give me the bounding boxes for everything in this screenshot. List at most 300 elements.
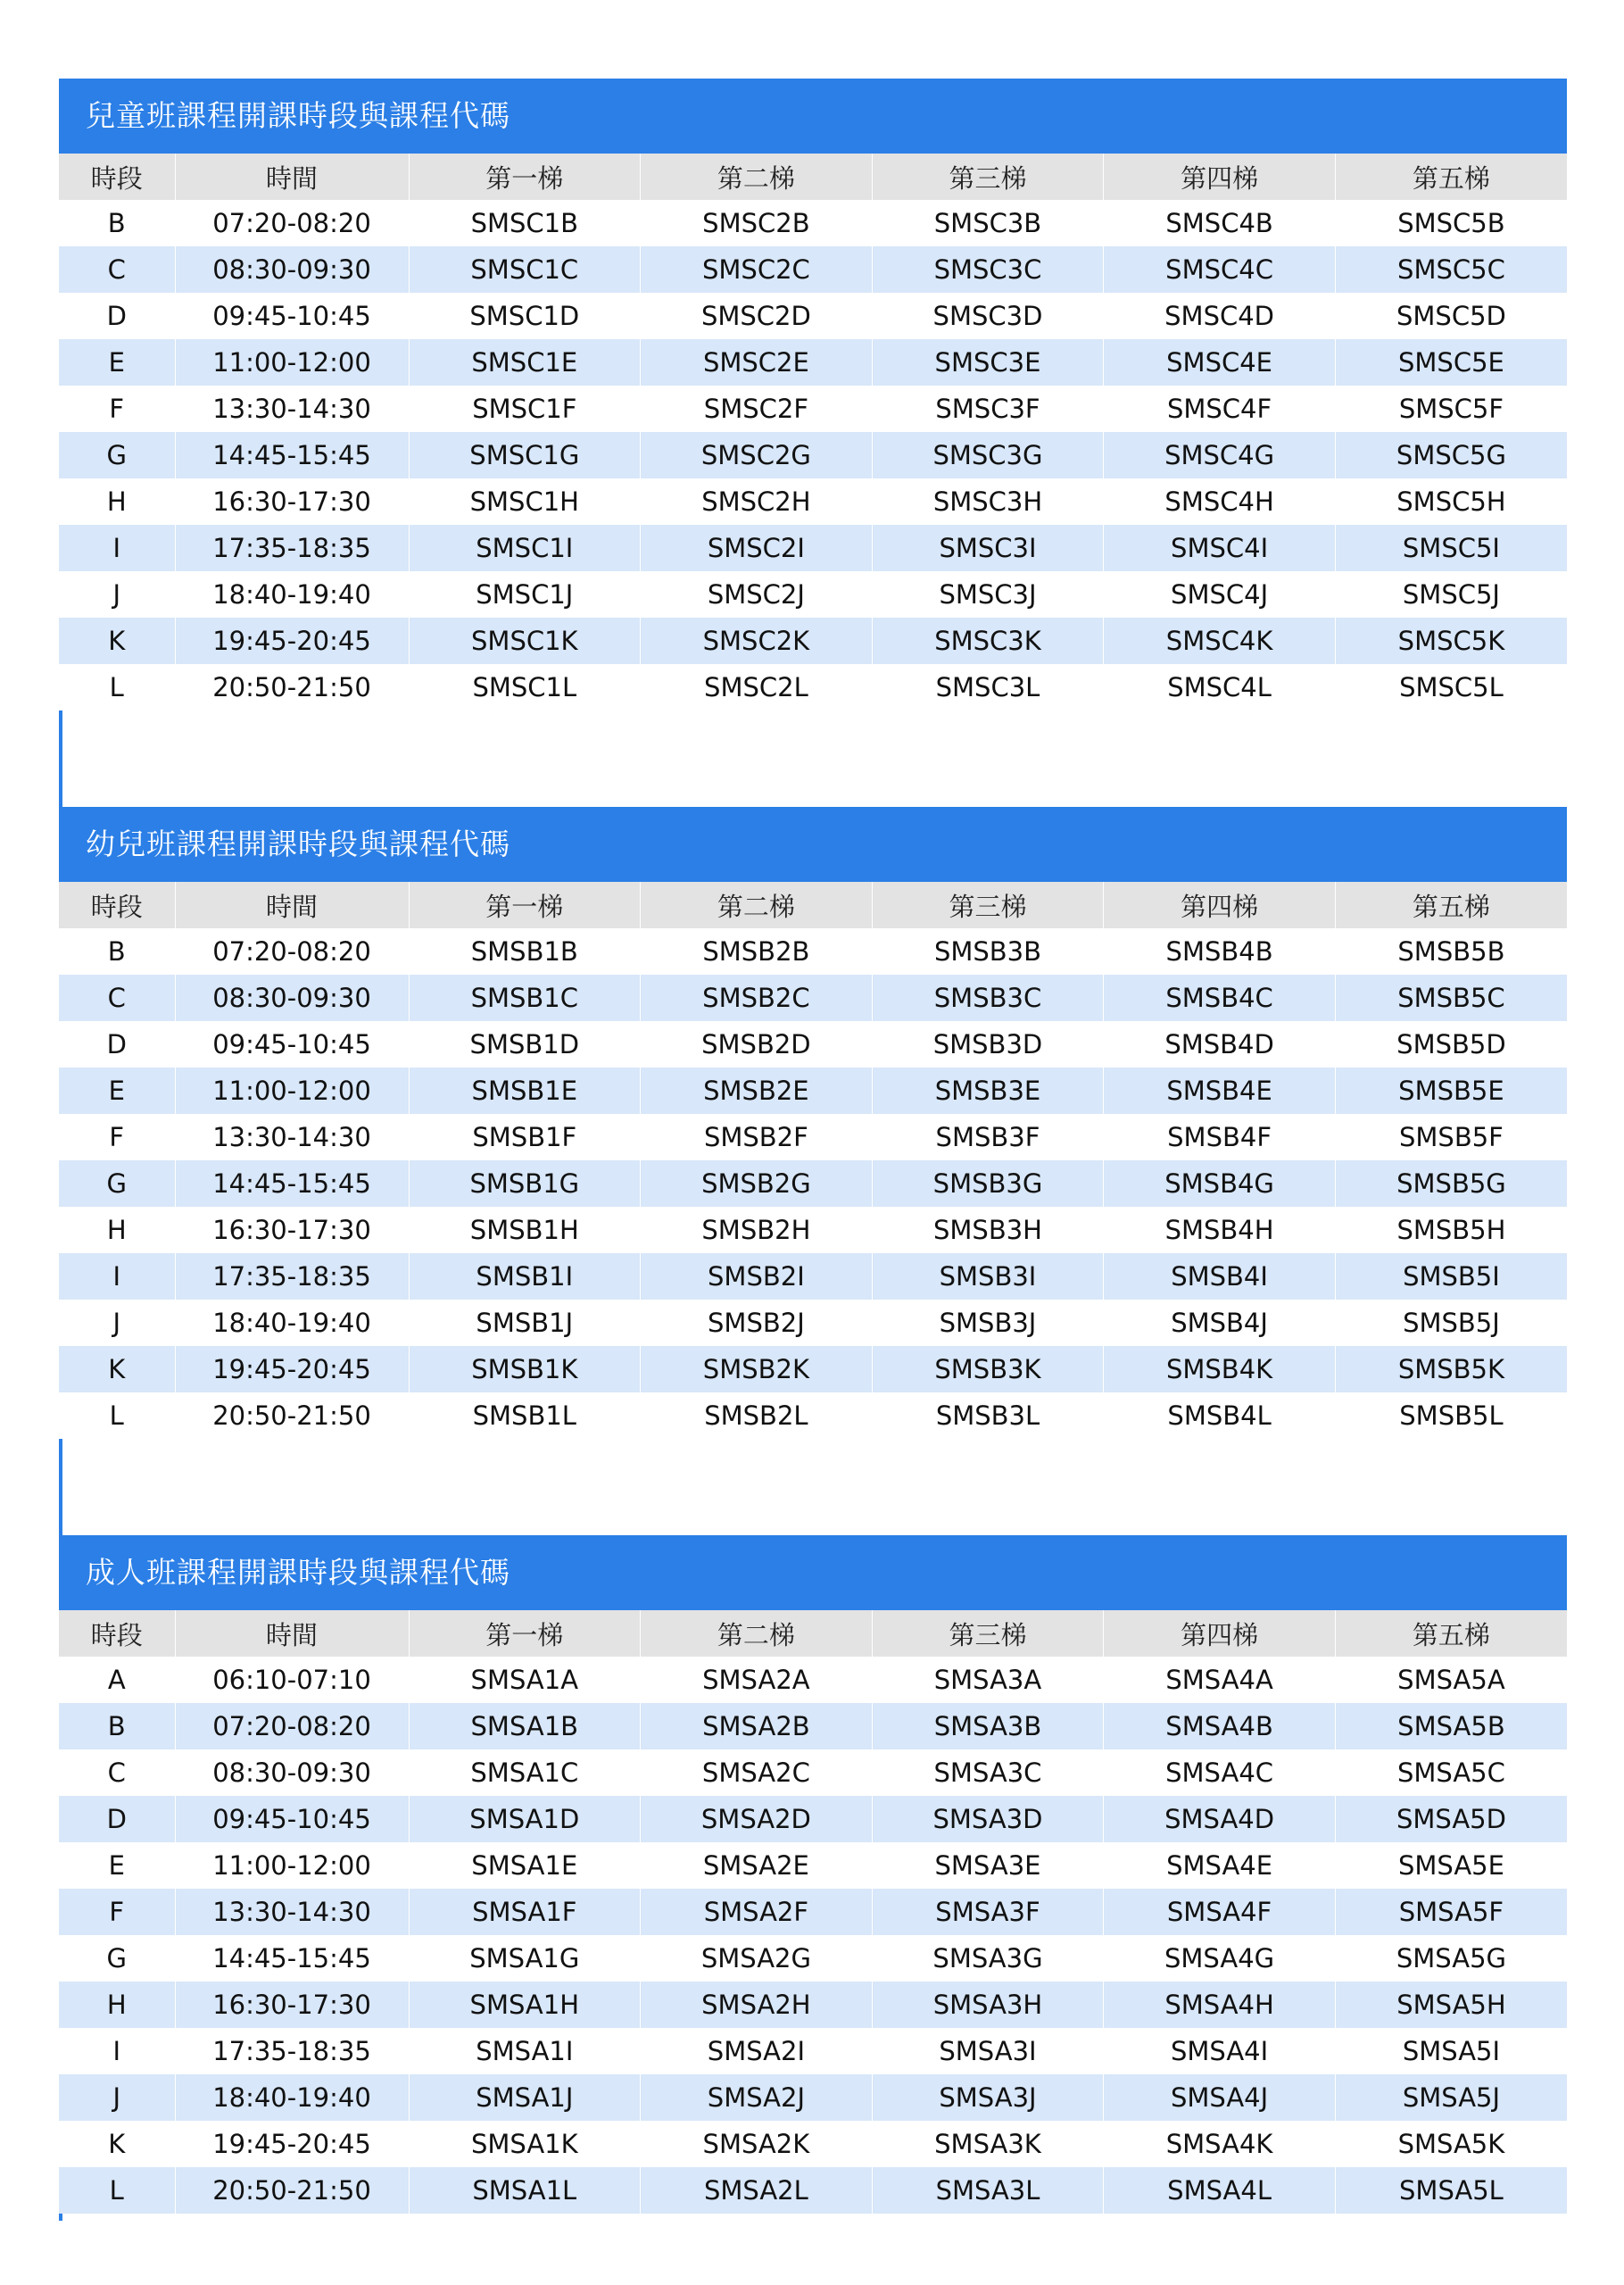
column-header: 第三梯	[872, 882, 1104, 928]
time-cell: 18:40-19:40	[175, 2074, 409, 2121]
table-row	[59, 1021, 1567, 1068]
table-row	[59, 1068, 1567, 1114]
table-row	[59, 928, 1567, 975]
course-code-cell: SMSB2B	[641, 928, 873, 975]
course-code-cell: SMSC2C	[641, 246, 873, 293]
slot-cell: C	[59, 246, 175, 293]
table-row	[59, 200, 1567, 246]
slot-cell: L	[59, 1392, 175, 1439]
table-row	[59, 1982, 1567, 2028]
table-header-row	[59, 1610, 1567, 1657]
table-header-row	[59, 154, 1567, 200]
time-cell: 06:10-07:10	[175, 1657, 409, 1703]
course-code-cell: SMSB1I	[409, 1253, 641, 1300]
time-cell: 07:20-08:20	[175, 200, 409, 246]
course-code-cell: SMSA5I	[1335, 2028, 1567, 2074]
table-row	[59, 525, 1567, 571]
schedule-table	[59, 1610, 1567, 2214]
course-code-cell: SMSC1C	[409, 246, 641, 293]
course-code-cell: SMSC3G	[872, 432, 1104, 478]
course-code-cell: SMSB2H	[641, 1207, 873, 1253]
course-code-cell: SMSA5A	[1335, 1657, 1567, 1703]
column-header: 第一梯	[409, 154, 641, 200]
slot-cell: H	[59, 478, 175, 525]
slot-cell: J	[59, 571, 175, 618]
time-cell: 13:30-14:30	[175, 1114, 409, 1160]
course-code-cell: SMSA1K	[409, 2121, 641, 2167]
table-row	[59, 478, 1567, 525]
course-code-cell: SMSC4B	[1104, 200, 1336, 246]
slot-cell: I	[59, 525, 175, 571]
table-row	[59, 386, 1567, 432]
time-cell: 11:00-12:00	[175, 339, 409, 386]
course-code-cell: SMSC4D	[1104, 293, 1336, 339]
slot-cell: F	[59, 1889, 175, 1935]
course-code-cell: SMSC5I	[1335, 525, 1567, 571]
schedule-section-children	[59, 79, 1567, 710]
course-code-cell: SMSC2H	[641, 478, 873, 525]
table-row	[59, 975, 1567, 1021]
course-code-cell: SMSB1B	[409, 928, 641, 975]
section-title: 兒童班課程開課時段與課程代碼	[59, 79, 1567, 154]
course-code-cell: SMSC2E	[641, 339, 873, 386]
table-row	[59, 1657, 1567, 1703]
time-cell: 14:45-15:45	[175, 1935, 409, 1982]
time-cell: 20:50-21:50	[175, 1392, 409, 1439]
time-cell: 19:45-20:45	[175, 618, 409, 664]
course-code-cell: SMSB3I	[872, 1253, 1104, 1300]
course-code-cell: SMSB3F	[872, 1114, 1104, 1160]
course-code-cell: SMSC3E	[872, 339, 1104, 386]
course-code-cell: SMSC1F	[409, 386, 641, 432]
slot-cell: C	[59, 1749, 175, 1796]
course-code-cell: SMSA5J	[1335, 2074, 1567, 2121]
course-code-cell: SMSA3H	[872, 1982, 1104, 2028]
schedule-table	[59, 154, 1567, 710]
table-row	[59, 664, 1567, 710]
course-code-cell: SMSA2L	[641, 2167, 873, 2214]
course-code-cell: SMSA5K	[1335, 2121, 1567, 2167]
course-code-cell: SMSB3K	[872, 1346, 1104, 1392]
course-code-cell: SMSB4J	[1104, 1300, 1336, 1346]
time-cell: 08:30-09:30	[175, 975, 409, 1021]
course-code-cell: SMSA2K	[641, 2121, 873, 2167]
course-code-cell: SMSA1I	[409, 2028, 641, 2074]
course-code-cell: SMSA3G	[872, 1935, 1104, 1982]
course-code-cell: SMSB1F	[409, 1114, 641, 1160]
course-code-cell: SMSC4H	[1104, 478, 1336, 525]
course-code-cell: SMSC2I	[641, 525, 873, 571]
column-header: 第五梯	[1335, 882, 1567, 928]
slot-cell: K	[59, 2121, 175, 2167]
slot-cell: L	[59, 2167, 175, 2214]
column-header: 第一梯	[409, 882, 641, 928]
course-code-cell: SMSA4G	[1104, 1935, 1336, 1982]
course-code-cell: SMSC4G	[1104, 432, 1336, 478]
column-header: 時間	[175, 882, 409, 928]
course-code-cell: SMSB2D	[641, 1021, 873, 1068]
table-row	[59, 571, 1567, 618]
slot-cell: G	[59, 432, 175, 478]
course-code-cell: SMSB5J	[1335, 1300, 1567, 1346]
schedule-section-toddler	[59, 807, 1567, 1439]
course-code-cell: SMSC3I	[872, 525, 1104, 571]
course-code-cell: SMSA3C	[872, 1749, 1104, 1796]
section-title: 幼兒班課程開課時段與課程代碼	[59, 807, 1567, 882]
course-code-cell: SMSB5H	[1335, 1207, 1567, 1253]
table-row	[59, 1346, 1567, 1392]
table-row	[59, 1703, 1567, 1749]
slot-cell: F	[59, 386, 175, 432]
course-code-cell: SMSA4C	[1104, 1749, 1336, 1796]
slot-cell: E	[59, 339, 175, 386]
course-code-cell: SMSB1L	[409, 1392, 641, 1439]
course-code-cell: SMSB4B	[1104, 928, 1336, 975]
time-cell: 07:20-08:20	[175, 1703, 409, 1749]
course-code-cell: SMSA4I	[1104, 2028, 1336, 2074]
slot-cell: K	[59, 618, 175, 664]
column-header: 第五梯	[1335, 154, 1567, 200]
course-code-cell: SMSC3D	[872, 293, 1104, 339]
slot-cell: E	[59, 1842, 175, 1889]
course-code-cell: SMSC1L	[409, 664, 641, 710]
table-row	[59, 2167, 1567, 2214]
course-code-cell: SMSB3B	[872, 928, 1104, 975]
time-cell: 08:30-09:30	[175, 246, 409, 293]
course-code-cell: SMSB5I	[1335, 1253, 1567, 1300]
course-code-cell: SMSA1L	[409, 2167, 641, 2214]
course-code-cell: SMSA4H	[1104, 1982, 1336, 2028]
course-code-cell: SMSB4K	[1104, 1346, 1336, 1392]
column-header: 時間	[175, 154, 409, 200]
course-code-cell: SMSB4C	[1104, 975, 1336, 1021]
time-cell: 11:00-12:00	[175, 1842, 409, 1889]
course-code-cell: SMSA3J	[872, 2074, 1104, 2121]
course-code-cell: SMSA2B	[641, 1703, 873, 1749]
course-code-cell: SMSC5E	[1335, 339, 1567, 386]
slot-cell: J	[59, 2074, 175, 2121]
course-code-cell: SMSA5H	[1335, 1982, 1567, 2028]
course-code-cell: SMSC4F	[1104, 386, 1336, 432]
column-header: 第四梯	[1104, 882, 1336, 928]
course-code-cell: SMSB5D	[1335, 1021, 1567, 1068]
course-code-cell: SMSB5K	[1335, 1346, 1567, 1392]
course-code-cell: SMSB4I	[1104, 1253, 1336, 1300]
slot-cell: A	[59, 1657, 175, 1703]
course-code-cell: SMSC3F	[872, 386, 1104, 432]
course-code-cell: SMSB3C	[872, 975, 1104, 1021]
course-code-cell: SMSC4L	[1104, 664, 1336, 710]
table-row	[59, 1796, 1567, 1842]
course-code-cell: SMSC3B	[872, 200, 1104, 246]
course-code-cell: SMSC3K	[872, 618, 1104, 664]
slot-cell: I	[59, 2028, 175, 2074]
table-row	[59, 246, 1567, 293]
course-code-cell: SMSC1B	[409, 200, 641, 246]
course-code-cell: SMSA5C	[1335, 1749, 1567, 1796]
table-row	[59, 1300, 1567, 1346]
course-code-cell: SMSA2I	[641, 2028, 873, 2074]
course-code-cell: SMSA4E	[1104, 1842, 1336, 1889]
course-code-cell: SMSA3D	[872, 1796, 1104, 1842]
time-cell: 19:45-20:45	[175, 1346, 409, 1392]
course-code-cell: SMSC5H	[1335, 478, 1567, 525]
course-code-cell: SMSC5J	[1335, 571, 1567, 618]
course-code-cell: SMSB3J	[872, 1300, 1104, 1346]
column-header: 時段	[59, 154, 175, 200]
slot-cell: C	[59, 975, 175, 1021]
course-code-cell: SMSB5L	[1335, 1392, 1567, 1439]
time-cell: 16:30-17:30	[175, 1982, 409, 2028]
course-code-cell: SMSB4L	[1104, 1392, 1336, 1439]
time-cell: 11:00-12:00	[175, 1068, 409, 1114]
course-code-cell: SMSC4J	[1104, 571, 1336, 618]
column-header: 時間	[175, 1610, 409, 1657]
course-code-cell: SMSC2G	[641, 432, 873, 478]
course-code-cell: SMSA4A	[1104, 1657, 1336, 1703]
course-code-cell: SMSA1F	[409, 1889, 641, 1935]
course-code-cell: SMSA5E	[1335, 1842, 1567, 1889]
course-code-cell: SMSA1B	[409, 1703, 641, 1749]
course-code-cell: SMSC5C	[1335, 246, 1567, 293]
course-code-cell: SMSA3F	[872, 1889, 1104, 1935]
time-cell: 07:20-08:20	[175, 928, 409, 975]
course-code-cell: SMSC1I	[409, 525, 641, 571]
course-code-cell: SMSA4D	[1104, 1796, 1336, 1842]
course-code-cell: SMSB1K	[409, 1346, 641, 1392]
course-code-cell: SMSA3B	[872, 1703, 1104, 1749]
course-code-cell: SMSA2D	[641, 1796, 873, 1842]
course-code-cell: SMSA2A	[641, 1657, 873, 1703]
table-header-row	[59, 882, 1567, 928]
time-cell: 16:30-17:30	[175, 1207, 409, 1253]
table-row	[59, 432, 1567, 478]
course-code-cell: SMSB2L	[641, 1392, 873, 1439]
course-code-cell: SMSA1A	[409, 1657, 641, 1703]
course-code-cell: SMSC3J	[872, 571, 1104, 618]
time-cell: 20:50-21:50	[175, 2167, 409, 2214]
slot-cell: D	[59, 293, 175, 339]
column-header: 第三梯	[872, 154, 1104, 200]
column-header: 第三梯	[872, 1610, 1104, 1657]
schedule-table	[59, 882, 1567, 1439]
table-row	[59, 1935, 1567, 1982]
slot-cell: J	[59, 1300, 175, 1346]
time-cell: 09:45-10:45	[175, 1021, 409, 1068]
time-cell: 14:45-15:45	[175, 432, 409, 478]
slot-cell: G	[59, 1160, 175, 1207]
column-header: 時段	[59, 1610, 175, 1657]
course-code-cell: SMSA4B	[1104, 1703, 1336, 1749]
course-code-cell: SMSA1C	[409, 1749, 641, 1796]
column-header: 第四梯	[1104, 154, 1336, 200]
table-row	[59, 1842, 1567, 1889]
time-cell: 17:35-18:35	[175, 525, 409, 571]
time-cell: 17:35-18:35	[175, 2028, 409, 2074]
table-row	[59, 1889, 1567, 1935]
time-cell: 08:30-09:30	[175, 1749, 409, 1796]
schedule-section-adult	[59, 1535, 1567, 2214]
course-code-cell: SMSB4G	[1104, 1160, 1336, 1207]
course-code-cell: SMSA4F	[1104, 1889, 1336, 1935]
time-cell: 14:45-15:45	[175, 1160, 409, 1207]
course-code-cell: SMSC2F	[641, 386, 873, 432]
course-code-cell: SMSC5D	[1335, 293, 1567, 339]
table-row	[59, 339, 1567, 386]
course-code-cell: SMSB3L	[872, 1392, 1104, 1439]
course-code-cell: SMSB5F	[1335, 1114, 1567, 1160]
time-cell: 18:40-19:40	[175, 1300, 409, 1346]
table-row	[59, 618, 1567, 664]
table-row	[59, 1253, 1567, 1300]
time-cell: 18:40-19:40	[175, 571, 409, 618]
course-code-cell: SMSB1H	[409, 1207, 641, 1253]
table-row	[59, 2121, 1567, 2167]
course-code-cell: SMSB4H	[1104, 1207, 1336, 1253]
course-code-cell: SMSB4E	[1104, 1068, 1336, 1114]
course-code-cell: SMSB5E	[1335, 1068, 1567, 1114]
time-cell: 13:30-14:30	[175, 1889, 409, 1935]
time-cell: 16:30-17:30	[175, 478, 409, 525]
course-code-cell: SMSA2C	[641, 1749, 873, 1796]
slot-cell: K	[59, 1346, 175, 1392]
course-code-cell: SMSC1J	[409, 571, 641, 618]
table-row	[59, 1749, 1567, 1796]
column-header: 第二梯	[641, 882, 873, 928]
section-title: 成人班課程開課時段與課程代碼	[59, 1535, 1567, 1610]
slot-cell: L	[59, 664, 175, 710]
slot-cell: B	[59, 200, 175, 246]
slot-cell: D	[59, 1796, 175, 1842]
course-code-cell: SMSA2H	[641, 1982, 873, 2028]
course-code-cell: SMSC4I	[1104, 525, 1336, 571]
course-code-cell: SMSA5L	[1335, 2167, 1567, 2214]
column-header: 第五梯	[1335, 1610, 1567, 1657]
course-code-cell: SMSC5L	[1335, 664, 1567, 710]
course-code-cell: SMSC3C	[872, 246, 1104, 293]
course-code-cell: SMSA5B	[1335, 1703, 1567, 1749]
course-code-cell: SMSC1H	[409, 478, 641, 525]
slot-cell: H	[59, 1207, 175, 1253]
course-code-cell: SMSA1E	[409, 1842, 641, 1889]
column-header: 第四梯	[1104, 1610, 1336, 1657]
course-code-cell: SMSC2D	[641, 293, 873, 339]
course-code-cell: SMSC4C	[1104, 246, 1336, 293]
course-code-cell: SMSA3E	[872, 1842, 1104, 1889]
slot-cell: D	[59, 1021, 175, 1068]
course-code-cell: SMSB5G	[1335, 1160, 1567, 1207]
slot-cell: F	[59, 1114, 175, 1160]
course-code-cell: SMSC1D	[409, 293, 641, 339]
column-header: 第二梯	[641, 1610, 873, 1657]
course-code-cell: SMSA3K	[872, 2121, 1104, 2167]
course-code-cell: SMSC5B	[1335, 200, 1567, 246]
course-code-cell: SMSA3A	[872, 1657, 1104, 1703]
course-code-cell: SMSB5C	[1335, 975, 1567, 1021]
course-code-cell: SMSB1J	[409, 1300, 641, 1346]
course-code-cell: SMSC2K	[641, 618, 873, 664]
course-code-cell: SMSC1E	[409, 339, 641, 386]
time-cell: 19:45-20:45	[175, 2121, 409, 2167]
course-code-cell: SMSA4L	[1104, 2167, 1336, 2214]
course-code-cell: SMSA2E	[641, 1842, 873, 1889]
slot-cell: I	[59, 1253, 175, 1300]
course-code-cell: SMSB3D	[872, 1021, 1104, 1068]
table-row	[59, 1207, 1567, 1253]
course-code-cell: SMSB4F	[1104, 1114, 1336, 1160]
course-code-cell: SMSC5G	[1335, 432, 1567, 478]
course-code-cell: SMSB2K	[641, 1346, 873, 1392]
course-code-cell: SMSC2J	[641, 571, 873, 618]
course-code-cell: SMSC4E	[1104, 339, 1336, 386]
column-header: 時段	[59, 882, 175, 928]
course-code-cell: SMSB2F	[641, 1114, 873, 1160]
table-row	[59, 2074, 1567, 2121]
course-code-cell: SMSB4D	[1104, 1021, 1336, 1068]
course-code-cell: SMSA4K	[1104, 2121, 1336, 2167]
course-code-cell: SMSB3H	[872, 1207, 1104, 1253]
slot-cell: G	[59, 1935, 175, 1982]
slot-cell: E	[59, 1068, 175, 1114]
course-code-cell: SMSB2E	[641, 1068, 873, 1114]
course-code-cell: SMSB1G	[409, 1160, 641, 1207]
course-code-cell: SMSA1G	[409, 1935, 641, 1982]
course-code-cell: SMSB1D	[409, 1021, 641, 1068]
course-code-cell: SMSC3L	[872, 664, 1104, 710]
course-code-cell: SMSC4K	[1104, 618, 1336, 664]
course-code-cell: SMSA1J	[409, 2074, 641, 2121]
table-row	[59, 1114, 1567, 1160]
table-row	[59, 293, 1567, 339]
course-code-cell: SMSA2J	[641, 2074, 873, 2121]
course-code-cell: SMSC1G	[409, 432, 641, 478]
time-cell: 17:35-18:35	[175, 1253, 409, 1300]
course-code-cell: SMSA5G	[1335, 1935, 1567, 1982]
course-code-cell: SMSB2C	[641, 975, 873, 1021]
course-code-cell: SMSB2G	[641, 1160, 873, 1207]
course-code-cell: SMSC2L	[641, 664, 873, 710]
course-code-cell: SMSB1C	[409, 975, 641, 1021]
table-row	[59, 1392, 1567, 1439]
course-code-cell: SMSA4J	[1104, 2074, 1336, 2121]
time-cell: 13:30-14:30	[175, 386, 409, 432]
course-code-cell: SMSB1E	[409, 1068, 641, 1114]
course-code-cell: SMSA3I	[872, 2028, 1104, 2074]
time-cell: 09:45-10:45	[175, 1796, 409, 1842]
table-row	[59, 2028, 1567, 2074]
course-code-cell: SMSA2G	[641, 1935, 873, 1982]
course-code-cell: SMSA1D	[409, 1796, 641, 1842]
slot-cell: B	[59, 1703, 175, 1749]
course-code-cell: SMSA5D	[1335, 1796, 1567, 1842]
course-code-cell: SMSB3E	[872, 1068, 1104, 1114]
time-cell: 09:45-10:45	[175, 293, 409, 339]
course-code-cell: SMSA3L	[872, 2167, 1104, 2214]
course-code-cell: SMSA1H	[409, 1982, 641, 2028]
course-code-cell: SMSC5F	[1335, 386, 1567, 432]
course-code-cell: SMSC5K	[1335, 618, 1567, 664]
course-code-cell: SMSC1K	[409, 618, 641, 664]
slot-cell: H	[59, 1982, 175, 2028]
course-code-cell: SMSB3G	[872, 1160, 1104, 1207]
course-code-cell: SMSB5B	[1335, 928, 1567, 975]
column-header: 第二梯	[641, 154, 873, 200]
course-code-cell: SMSB2I	[641, 1253, 873, 1300]
course-code-cell: SMSB2J	[641, 1300, 873, 1346]
course-code-cell: SMSA5F	[1335, 1889, 1567, 1935]
table-row	[59, 1160, 1567, 1207]
course-code-cell: SMSC3H	[872, 478, 1104, 525]
